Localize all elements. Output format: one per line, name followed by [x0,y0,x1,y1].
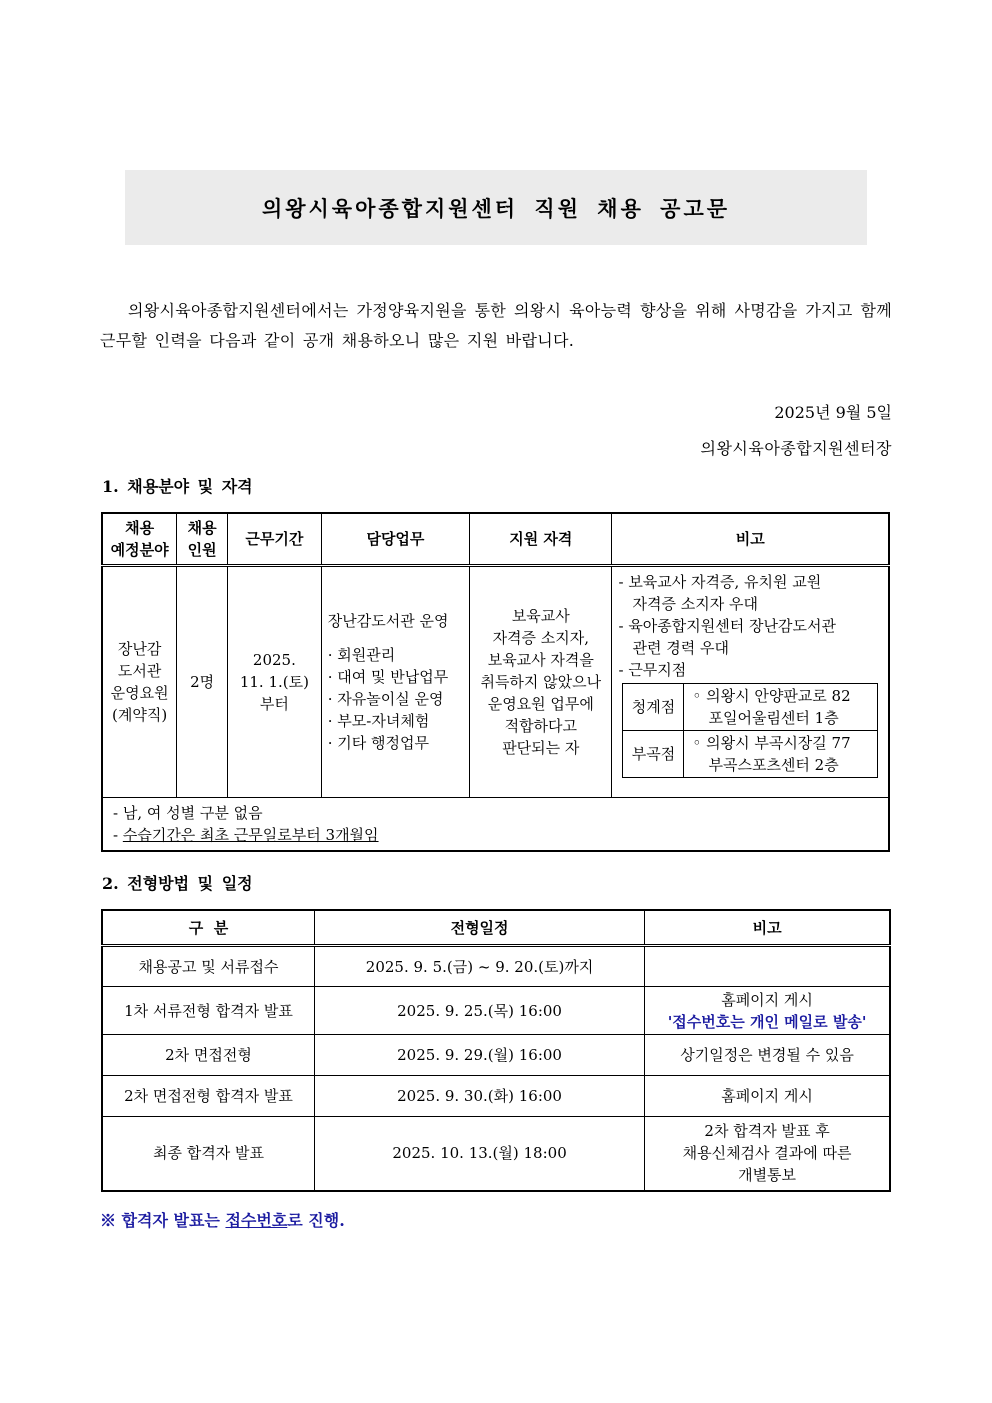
note-suffix: 로 진행. [287,1211,345,1230]
header-count-line2: 인원 [187,541,217,559]
workplace-address [684,684,878,731]
schedule-date: 2025. 9. 5.(금) ~ 9. 20.(토)까지 [314,946,644,987]
field-line: (계약직) [112,706,168,724]
header-schedule: 전형일정 [314,910,644,946]
schedule-remark [645,1117,890,1191]
period-line: 부터 [259,695,289,713]
footnote-probation [113,824,878,846]
schedule-row [102,987,890,1035]
field-cell [102,566,177,798]
header-count-line1: 채용 [187,519,217,537]
address-line: 포일어울림센터 1층 [708,709,839,727]
workplace-label: - 근무지점 [618,661,687,679]
remark-line: 홈페이지 게시 [721,990,813,1009]
schedule-category: 1차 서류전형 합격자 발표 [102,987,314,1035]
schedule-row [102,1076,890,1117]
qualification-line: 보육교사 자격을 [487,651,594,669]
qualification-line: 적합하다고 [504,717,578,735]
qualification-line: 판단되는 자 [502,739,580,757]
duty-item: · 기타 행정업무 [327,734,430,752]
schedule-remark: 상기일정은 변경될 수 있음 [645,1035,890,1076]
remark-email-note: '접수번호는 개인 메일로 발송' [667,1012,867,1031]
header-category: 구 분 [102,910,314,946]
header-remark: 비고 [645,910,890,946]
workplace-address [684,731,878,778]
footnote-row [102,798,889,852]
footnote-cell [102,798,889,852]
duty-cell [321,566,469,798]
header-count [177,513,228,566]
count-cell: 2명 [177,566,228,798]
workplace-name: 부곡점 [623,731,684,778]
schedule-category: 2차 면접전형 [102,1035,314,1076]
duty-item: · 자유놀이실 운영 [327,690,444,708]
address-line: ◦ 의왕시 안양판교로 82 [692,687,851,705]
field-line: 운영요원 [110,684,169,702]
header-remark: 비고 [612,513,889,566]
header-qualification: 지원 자격 [470,513,612,566]
qualification-cell [470,566,612,798]
period-line: 11. 1.(토) [239,673,309,691]
issuer: 의왕시육아종합지원센터장 [700,439,892,458]
qualification-line: 운영요원 업무에 [487,695,594,713]
duty-item: · 대여 및 반납업무 [327,668,449,686]
duty-item: · 회원관리 [327,646,396,664]
schedule-row [102,946,890,987]
note-prefix: ※ 합격자 발표는 [100,1211,226,1230]
remark-cell [612,566,889,798]
remark-line: 개별통보 [738,1166,797,1185]
section1-heading: 1. 채용분야 및 자격 [102,477,253,496]
period-line: 2025. [252,651,296,669]
duty-item: · 부모-자녀체험 [327,712,430,730]
recruitment-row [102,566,889,798]
workplace-name: 청계점 [623,684,684,731]
schedule-table [101,909,891,1192]
intro-paragraph: 의왕시육아종합지원센터에서는 가정양육지원을 통한 의왕시 육아능력 향상을 위해 사명감을 가지고 함께 근무할 인력을 다음과 같이 공개 채용하오니 많은 지원 바랍니다. [100,301,892,350]
section2-heading: 2. 전형방법 및 일정 [102,874,253,893]
header-field-line2: 예정분야 [110,541,169,559]
workplace-row [623,684,878,731]
remark-line: 채용신체검사 결과에 따른 [682,1144,852,1163]
schedule-header-row [102,910,890,946]
header-duty: 담당업무 [321,513,469,566]
schedule-remark [645,946,890,987]
qualification-line: 자격증 소지자, [492,629,590,647]
announcement-date: 2025년 9월 5일 [774,403,892,422]
address-line: ◦ 의왕시 부곡시장길 77 [692,734,851,752]
remark-line: 2차 합격자 발표 후 [704,1122,830,1141]
recruitment-table [101,512,890,852]
note-underlined: 접수번호 [225,1211,288,1230]
schedule-row [102,1035,890,1076]
footnote-dash: - [113,826,123,844]
field-line: 도서관 [117,662,162,680]
duty-title: 장난감도서관 운영 [327,612,449,630]
schedule-remark: 홈페이지 게시 [645,1076,890,1117]
result-note [100,1208,345,1231]
recruitment-header-row [102,513,889,566]
schedule-remark [645,987,890,1035]
header-field-line1: 채용 [125,519,155,537]
workplace-table [622,683,878,778]
schedule-category: 최종 합격자 발표 [102,1117,314,1191]
period-cell [228,566,322,798]
header-field [102,513,177,566]
qualification-line: 보육교사 [511,607,570,625]
remark-line: - 육아종합지원센터 장난감도서관 [618,617,836,635]
address-line: 부곡스포츠센터 2층 [708,756,839,774]
schedule-category: 2차 면접전형 합격자 발표 [102,1076,314,1117]
footnote-gender: - 남, 여 성별 구분 없음 [113,804,263,822]
remark-line: - 보육교사 자격증, 유치원 교원 [618,573,822,591]
remark-line: 관련 경력 우대 [632,639,729,657]
schedule-date: 2025. 10. 13.(월) 18:00 [314,1117,644,1191]
qualification-line: 취득하지 않았으나 [480,673,602,691]
probation-text: 수습기간은 최초 근무일로부터 3개월임 [122,826,379,844]
schedule-row [102,1117,890,1191]
schedule-category: 채용공고 및 서류접수 [102,946,314,987]
schedule-date: 2025. 9. 29.(월) 16:00 [314,1035,644,1076]
remark-line: 자격증 소지자 우대 [632,595,758,613]
page-title: 의왕시육아종합지원센터 직원 채용 공고문 [261,195,731,221]
field-line: 장난감 [117,640,162,658]
workplace-row [623,731,878,778]
schedule-date: 2025. 9. 30.(화) 16:00 [314,1076,644,1117]
title-box [125,170,867,245]
header-period: 근무기간 [228,513,322,566]
schedule-date: 2025. 9. 25.(목) 16:00 [314,987,644,1035]
